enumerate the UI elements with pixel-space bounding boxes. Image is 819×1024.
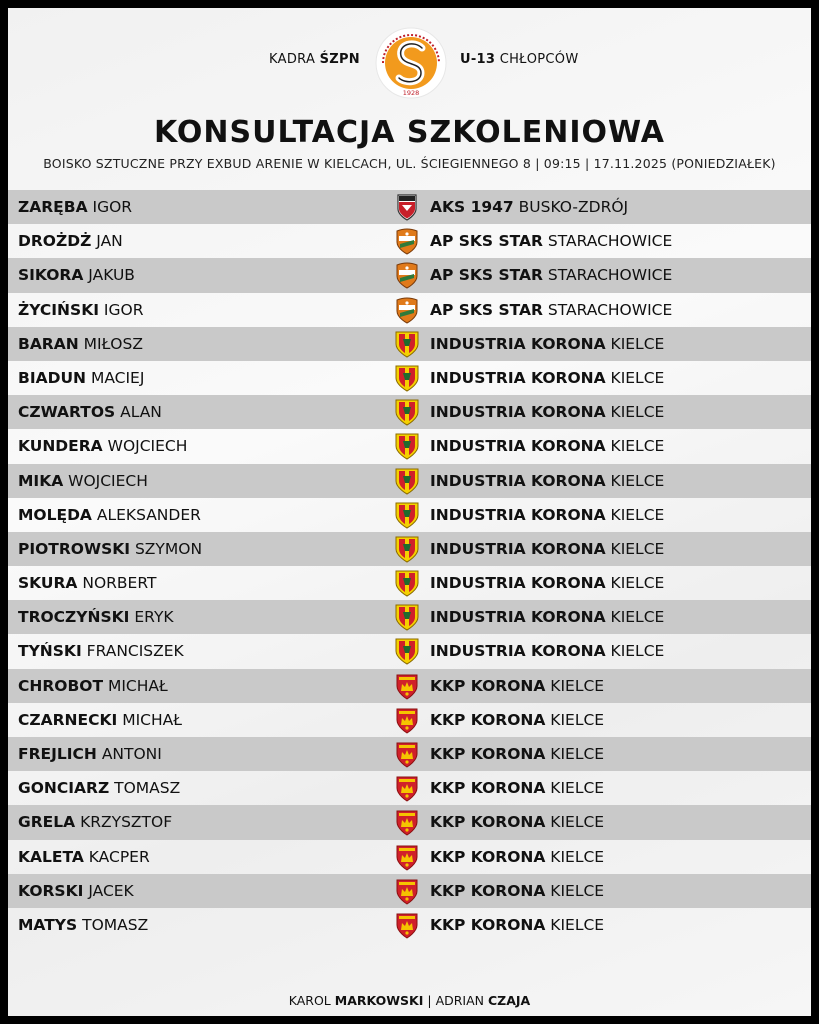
player-name: [18, 771, 180, 805]
player-row: [8, 771, 811, 805]
club-city: KIELCE: [610, 574, 665, 593]
korona-crest-icon: [393, 364, 421, 392]
player-row: [8, 429, 811, 463]
club-name-bold: INDUSTRIA KORONA: [430, 608, 606, 627]
player-firstname: MACIEJ: [90, 368, 145, 387]
club-name: [430, 464, 664, 498]
club-city: STARACHOWICE: [547, 266, 673, 285]
player-firstname: SZYMON: [134, 539, 203, 558]
player-row: [8, 327, 811, 361]
kkp-crest-icon: [393, 740, 421, 768]
player-row: [8, 361, 811, 395]
player-name: [18, 805, 172, 839]
player-firstname: IGOR: [92, 198, 133, 216]
player-firstname: ANTONI: [101, 745, 162, 763]
player-name: [18, 224, 123, 258]
squad-prefix: KADRA: [269, 52, 316, 67]
player-row: [8, 566, 811, 600]
star-crest-icon: [393, 296, 421, 324]
club-city: KIELCE: [550, 676, 605, 695]
player-row: [8, 669, 811, 703]
player-surname: SKURA: [18, 574, 78, 593]
club-name-bold: KKP KORONA: [430, 847, 546, 866]
player-row: [8, 224, 811, 258]
coach-separator: |: [427, 993, 432, 1008]
player-row: [8, 840, 811, 874]
player-firstname: ALAN: [120, 403, 162, 422]
club-name-bold: INDUSTRIA KORONA: [430, 334, 606, 353]
player-surname: MATYS: [18, 915, 78, 934]
player-row: [8, 600, 811, 634]
club-city: KIELCE: [550, 710, 605, 729]
player-name: [18, 361, 144, 395]
player-surname: TYŃSKI: [18, 642, 82, 661]
player-firstname: IGOR: [103, 300, 144, 319]
kkp-crest-icon: [393, 808, 421, 836]
korona-crest-icon: [393, 535, 421, 563]
aks-crest-icon: [393, 193, 421, 221]
player-name: [18, 464, 148, 498]
club-name-bold: KKP KORONA: [430, 779, 546, 798]
club-name-bold: INDUSTRIA KORONA: [430, 574, 606, 593]
club-name-bold: KKP KORONA: [430, 676, 546, 695]
age-group: U-13: [460, 52, 496, 67]
player-firstname: FRANCISZEK: [86, 642, 184, 661]
player-surname: PIOTROWSKI: [18, 539, 131, 558]
poster: [8, 8, 811, 1016]
player-name: [18, 327, 143, 361]
club-name-bold: INDUSTRIA KORONA: [430, 368, 606, 387]
club-city: KIELCE: [550, 745, 605, 763]
club-city: STARACHOWICE: [547, 232, 673, 251]
club-city: KIELCE: [550, 881, 605, 900]
player-firstname: TOMASZ: [114, 779, 181, 798]
kkp-crest-icon: [393, 911, 421, 939]
player-firstname: JAKUB: [88, 266, 135, 285]
club-name-bold: KKP KORONA: [430, 813, 546, 832]
player-surname: BIADUN: [18, 368, 87, 387]
player-firstname: NORBERT: [82, 574, 157, 593]
player-row: [8, 703, 811, 737]
club-name-bold: INDUSTRIA KORONA: [430, 505, 606, 524]
player-firstname: WOJCIECH: [68, 471, 148, 490]
player-row: [8, 737, 811, 771]
korona-crest-icon: [393, 637, 421, 665]
club-name: [430, 258, 672, 292]
player-surname: KORSKI: [18, 881, 84, 900]
player-row: [8, 498, 811, 532]
player-surname: KALETA: [18, 847, 84, 866]
szpn-logo: [374, 26, 448, 100]
player-row: [8, 293, 811, 327]
player-surname: BARAN: [18, 334, 79, 353]
club-name-bold: KKP KORONA: [430, 881, 546, 900]
player-row: [8, 464, 811, 498]
club-city: KIELCE: [550, 915, 605, 934]
club-city: KIELCE: [610, 437, 665, 456]
logo-year: 1928: [402, 89, 420, 97]
kkp-crest-icon: [393, 843, 421, 871]
player-surname: ZARĘBA: [18, 198, 88, 216]
player-firstname: MICHAŁ: [107, 676, 168, 695]
player-surname: MIKA: [18, 471, 64, 490]
club-city: KIELCE: [610, 608, 665, 627]
player-surname: FREJLICH: [18, 745, 97, 763]
player-name: [18, 566, 156, 600]
korona-crest-icon: [393, 432, 421, 460]
player-name: [18, 874, 134, 908]
club-name-bold: INDUSTRIA KORONA: [430, 403, 606, 422]
player-name: [18, 634, 184, 668]
player-firstname: JAN: [96, 232, 123, 251]
player-name: [18, 190, 132, 224]
club-name: [430, 532, 664, 566]
player-row: [8, 874, 811, 908]
club-name: [430, 669, 604, 703]
player-firstname: WOJCIECH: [107, 437, 188, 456]
player-firstname: TOMASZ: [82, 915, 149, 934]
player-name: [18, 258, 135, 292]
club-name: [430, 703, 604, 737]
player-firstname: KRZYSZTOF: [80, 813, 173, 832]
player-name: [18, 840, 150, 874]
club-name: [430, 293, 672, 327]
player-name: [18, 669, 168, 703]
club-name-bold: INDUSTRIA KORONA: [430, 642, 606, 661]
kkp-crest-icon: [393, 706, 421, 734]
club-name: [430, 327, 664, 361]
player-surname: CZARNECKI: [18, 710, 118, 729]
player-firstname: KACPER: [88, 847, 150, 866]
coach1-first: KAROL: [288, 993, 331, 1008]
player-name: [18, 737, 162, 771]
player-name: [18, 600, 174, 634]
club-city: KIELCE: [550, 847, 605, 866]
club-city: KIELCE: [550, 779, 605, 798]
korona-crest-icon: [393, 330, 421, 358]
club-name-bold: AKS 1947: [430, 198, 514, 216]
club-name: [430, 908, 604, 942]
club-name-bold: KKP KORONA: [430, 915, 546, 934]
player-surname: CZWARTOS: [18, 403, 116, 422]
player-firstname: ERYK: [134, 608, 174, 627]
player-row: [8, 532, 811, 566]
club-name: [430, 429, 664, 463]
player-firstname: ALEKSANDER: [96, 505, 201, 524]
club-name-bold: INDUSTRIA KORONA: [430, 539, 606, 558]
club-name: [430, 634, 664, 668]
club-name-bold: KKP KORONA: [430, 710, 546, 729]
player-name: [18, 703, 182, 737]
club-city: BUSKO-ZDRÓJ: [518, 198, 629, 216]
club-name-bold: KKP KORONA: [430, 745, 546, 763]
player-row: [8, 190, 811, 224]
club-name: [430, 600, 664, 634]
coach2-surname: CZAJA: [488, 993, 531, 1008]
korona-crest-icon: [393, 398, 421, 426]
player-firstname: MICHAŁ: [122, 710, 182, 729]
club-city: KIELCE: [610, 403, 665, 422]
player-name: [18, 395, 162, 429]
player-surname: MOLĘDA: [18, 505, 92, 524]
club-name-bold: AP SKS STAR: [430, 266, 543, 285]
club-city: STARACHOWICE: [547, 300, 673, 319]
gender-label: CHŁOPCÓW: [499, 52, 579, 67]
squad-label: [269, 52, 360, 67]
coach1-surname: MARKOWSKI: [334, 993, 424, 1008]
kkp-crest-icon: [393, 774, 421, 802]
page-title: KONSULTACJA SZKOLENIOWA: [154, 115, 665, 150]
club-name-bold: INDUSTRIA KORONA: [430, 471, 606, 490]
player-surname: DROŻDŻ: [18, 232, 92, 251]
star-crest-icon: [393, 227, 421, 255]
club-city: KIELCE: [610, 471, 665, 490]
player-name: [18, 908, 148, 942]
star-crest-icon: [393, 261, 421, 289]
player-surname: SIKORA: [18, 266, 84, 285]
club-name: [430, 498, 664, 532]
kkp-crest-icon: [393, 672, 421, 700]
club-name: [430, 361, 664, 395]
player-row: [8, 395, 811, 429]
player-firstname: JACEK: [88, 881, 134, 900]
club-city: KIELCE: [610, 539, 665, 558]
player-row: [8, 634, 811, 668]
club-name: [430, 874, 604, 908]
player-row: [8, 908, 811, 942]
club-name: [430, 840, 604, 874]
korona-crest-icon: [393, 603, 421, 631]
club-name: [430, 395, 664, 429]
club-name-bold: AP SKS STAR: [430, 232, 543, 251]
player-row: [8, 805, 811, 839]
header: [8, 26, 811, 100]
player-surname: CHROBOT: [18, 676, 104, 695]
club-name-bold: INDUSTRIA KORONA: [430, 437, 606, 456]
player-surname: ŻYCIŃSKI: [18, 300, 99, 319]
player-name: [18, 532, 202, 566]
club-name: [430, 805, 604, 839]
korona-crest-icon: [393, 467, 421, 495]
player-row: [8, 258, 811, 292]
coach2-first: ADRIAN: [435, 993, 485, 1008]
club-city: KIELCE: [550, 813, 605, 832]
coaches: [8, 993, 811, 1008]
player-name: [18, 429, 187, 463]
player-surname: KUNDERA: [18, 437, 103, 456]
player-name: [18, 498, 201, 532]
szpn-logo-icon: [374, 26, 448, 100]
club-city: KIELCE: [610, 505, 665, 524]
player-surname: TROCZYŃSKI: [18, 608, 130, 627]
age-group-label: [460, 52, 578, 67]
club-name: [430, 224, 672, 258]
event-details: BOISKO SZTUCZNE PRZY EXBUD ARENIE W KIELCACH, UL. ŚCIEGIENNEGO 8 | 09:15 | 17.11.2025 (PONIEDZIAŁEK): [43, 156, 776, 171]
squad-federation: ŚZPN: [319, 52, 360, 67]
club-name: [430, 771, 604, 805]
club-city: KIELCE: [610, 642, 665, 661]
player-surname: GRELA: [18, 813, 76, 832]
player-surname: GONCIARZ: [18, 779, 110, 798]
player-firstname: MIŁOSZ: [83, 334, 143, 353]
korona-crest-icon: [393, 569, 421, 597]
korona-crest-icon: [393, 501, 421, 529]
kkp-crest-icon: [393, 877, 421, 905]
player-list: [8, 190, 811, 942]
player-name: [18, 293, 143, 327]
club-city: KIELCE: [610, 334, 665, 353]
club-name-bold: AP SKS STAR: [430, 300, 543, 319]
club-name: [430, 737, 604, 771]
club-name: [430, 566, 664, 600]
club-name: [430, 190, 628, 224]
club-city: KIELCE: [610, 368, 665, 387]
